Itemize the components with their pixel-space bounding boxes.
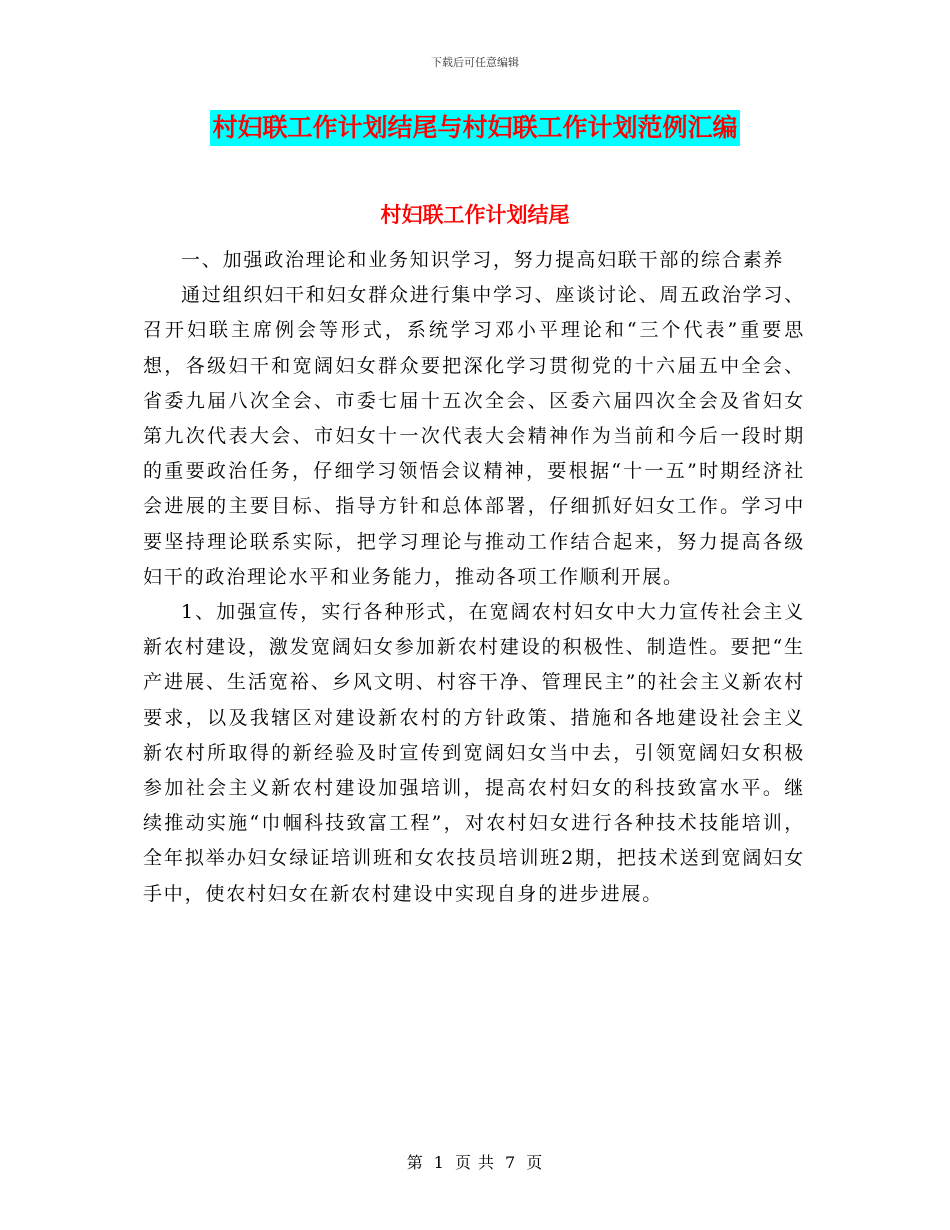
main-title: 村妇联工作计划结尾与村妇联工作计划范例汇编 bbox=[210, 110, 739, 146]
page-footer bbox=[0, 1150, 950, 1173]
page-current: 1 bbox=[433, 1153, 445, 1172]
paragraph: 通过组织妇干和妇女群众进行集中学习、座谈讨论、周五政治学习、召开妇联主席例会等形式，系统学习邓小平理论和“三个代表”重要思想，各级妇干和宽阔妇女群众要把深化学习贯彻党的十六届五中全会、省委九届八次全会、市委七届十五次全会、区委六届四次全会及省妇女第九次代表大会、市妇女十一次代表大会精神作为当前和今后一段时期的重要政治任务，仔细学习领悟会议精神，要根据“十一五”时期经济社会进展的主要目标、指导方针和总体部署，仔细抓好妇女工作。学习中要坚持理论联系实际，把学习理论与推动工作结合起来，努力提高各级妇干的政治理论水平和业务能力，推动各项工作顺利开展。 bbox=[143, 284, 806, 588]
page-label-suffix: 页 bbox=[526, 1153, 544, 1172]
paragraph-heading: 一、加强政治理论和业务知识学习，努力提高妇联干部的综合素养 bbox=[181, 249, 785, 271]
paragraph: 1、加强宣传，实行各种形式，在宽阔农村妇女中大力宣传社会主义新农村建设，激发宽阔妇女参加新农村建设的积极性、制造性。要把“生产进展、生活宽裕、乡风文明、村容干净、管理民主”的社会主义新农村要求，以及我辖区对建设新农村的方针政策、措施和各地建设社会主义新农村所取得的新经验及时宣传到宽阔妇女当中去，引领宽阔妇女积极参加社会主义新农村建设加强培训，提高农村妇女的科技致富水平。继续推动实施“巾帼科技致富工程”，对农村妇女进行各种技术技能培训，全年拟举办妇女绿证培训班和女农技员培训班2期，把技术送到宽阔妇女手中，使农村妇女在新农村建设中实现自身的进步进展。 bbox=[143, 601, 805, 905]
header-note: 下载后可任意编辑 bbox=[431, 56, 519, 69]
section-title: 村妇联工作计划结尾 bbox=[380, 202, 570, 227]
page-total: 7 bbox=[505, 1153, 517, 1172]
body-text bbox=[143, 243, 805, 912]
main-title-wrapper bbox=[0, 110, 950, 146]
page-label-prefix: 第 bbox=[406, 1153, 424, 1172]
page-label-middle: 页 共 bbox=[454, 1153, 496, 1172]
